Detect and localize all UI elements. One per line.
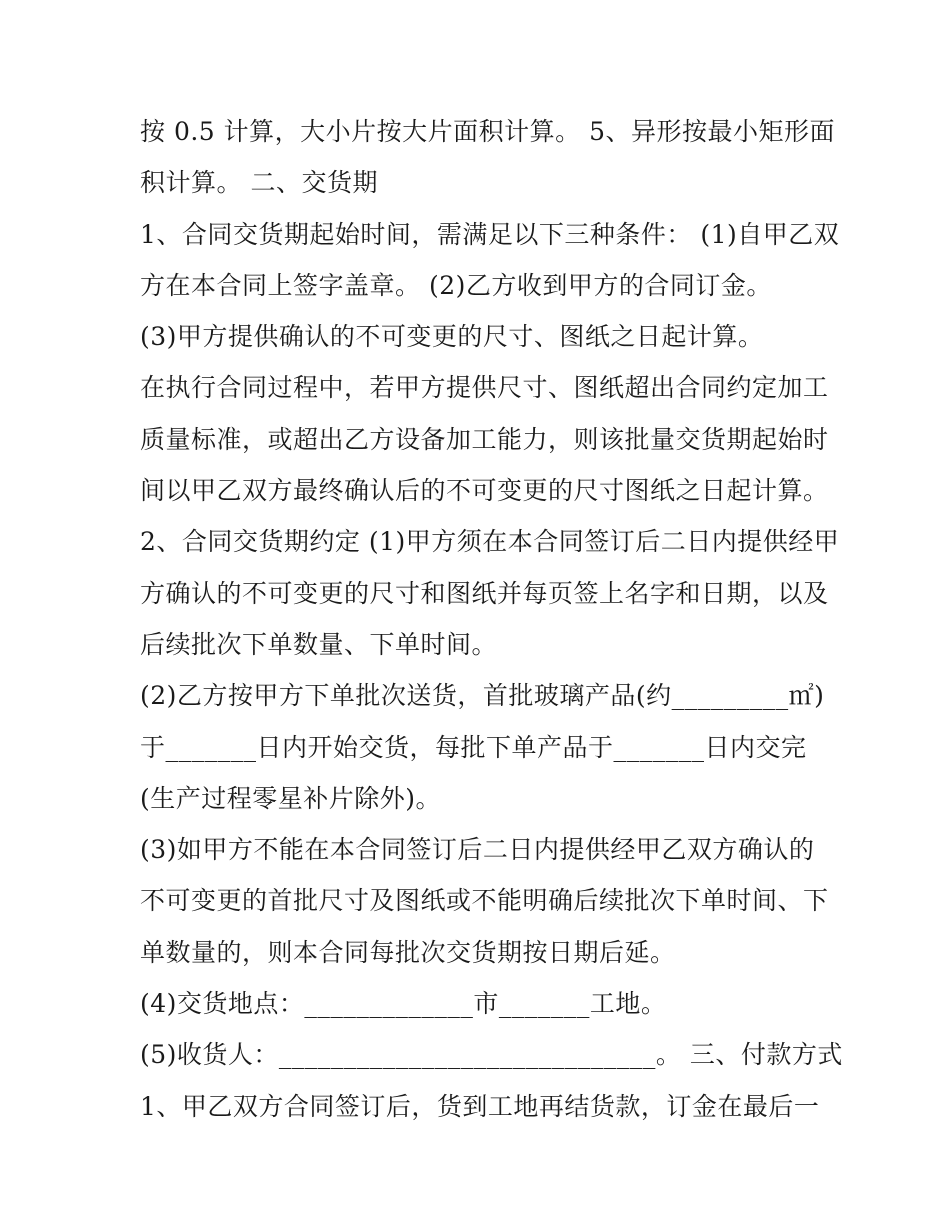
contract-body-text bbox=[140, 106, 843, 1132]
text-line: 方在本合同上签字盖章。 (2)乙方收到甲方的合同订金。 bbox=[140, 270, 772, 300]
text-line: 1、甲乙双方合同签订后，货到工地再结货款，订金在最后一 bbox=[140, 1091, 820, 1121]
text-line: (3)如甲方不能在本合同签订后二日内提供经甲乙双方确认的 bbox=[140, 835, 815, 865]
text-line: 积计算。 二、交货期 bbox=[140, 168, 378, 198]
text-line: (4)交货地点：_____________市_______工地。 bbox=[140, 989, 667, 1019]
text-line: 于_______日内开始交货，每批下单产品于_______日内交完 bbox=[140, 732, 807, 762]
text-line: 按 0.5 计算，大小片按大片面积计算。 5、异形按最小矩形面 bbox=[140, 117, 836, 146]
text-line: 在执行合同过程中，若甲方提供尺寸、图纸超出合同约定加工 bbox=[140, 373, 829, 403]
text-line: (生产过程零星补片除外)。 bbox=[140, 783, 442, 813]
text-line: 方确认的不可变更的尺寸和图纸并每页签上名字和日期，以及 bbox=[140, 578, 829, 608]
text-line: 间以甲乙双方最终确认后的不可变更的尺寸图纸之日起计算。 bbox=[140, 476, 829, 506]
text-line: 质量标准，或超出乙方设备加工能力，则该批量交货期起始时 bbox=[140, 424, 829, 454]
text-line: 单数量的，则本合同每批次交货期按日期后延。 bbox=[140, 937, 676, 967]
text-line: 后续批次下单数量、下单时间。 bbox=[140, 629, 498, 659]
text-line: 1、合同交货期起始时间，需满足以下三种条件： (1)自甲乙双 bbox=[140, 219, 840, 249]
text-line: (2)乙方按甲方下单批次送货，首批玻璃产品(约_________㎡) bbox=[140, 681, 825, 711]
text-line: 不可变更的首批尺寸及图纸或不能明确后续批次下单时间、下 bbox=[140, 886, 829, 916]
text-line: 2、合同交货期约定 (1)甲方须在本合同签订后二日内提供经甲 bbox=[140, 527, 840, 557]
text-line: (3)甲方提供确认的不可变更的尺寸、图纸之日起计算。 bbox=[140, 322, 764, 352]
text-line: (5)收货人：_____________________________。 三、付款方式 bbox=[140, 1040, 843, 1070]
